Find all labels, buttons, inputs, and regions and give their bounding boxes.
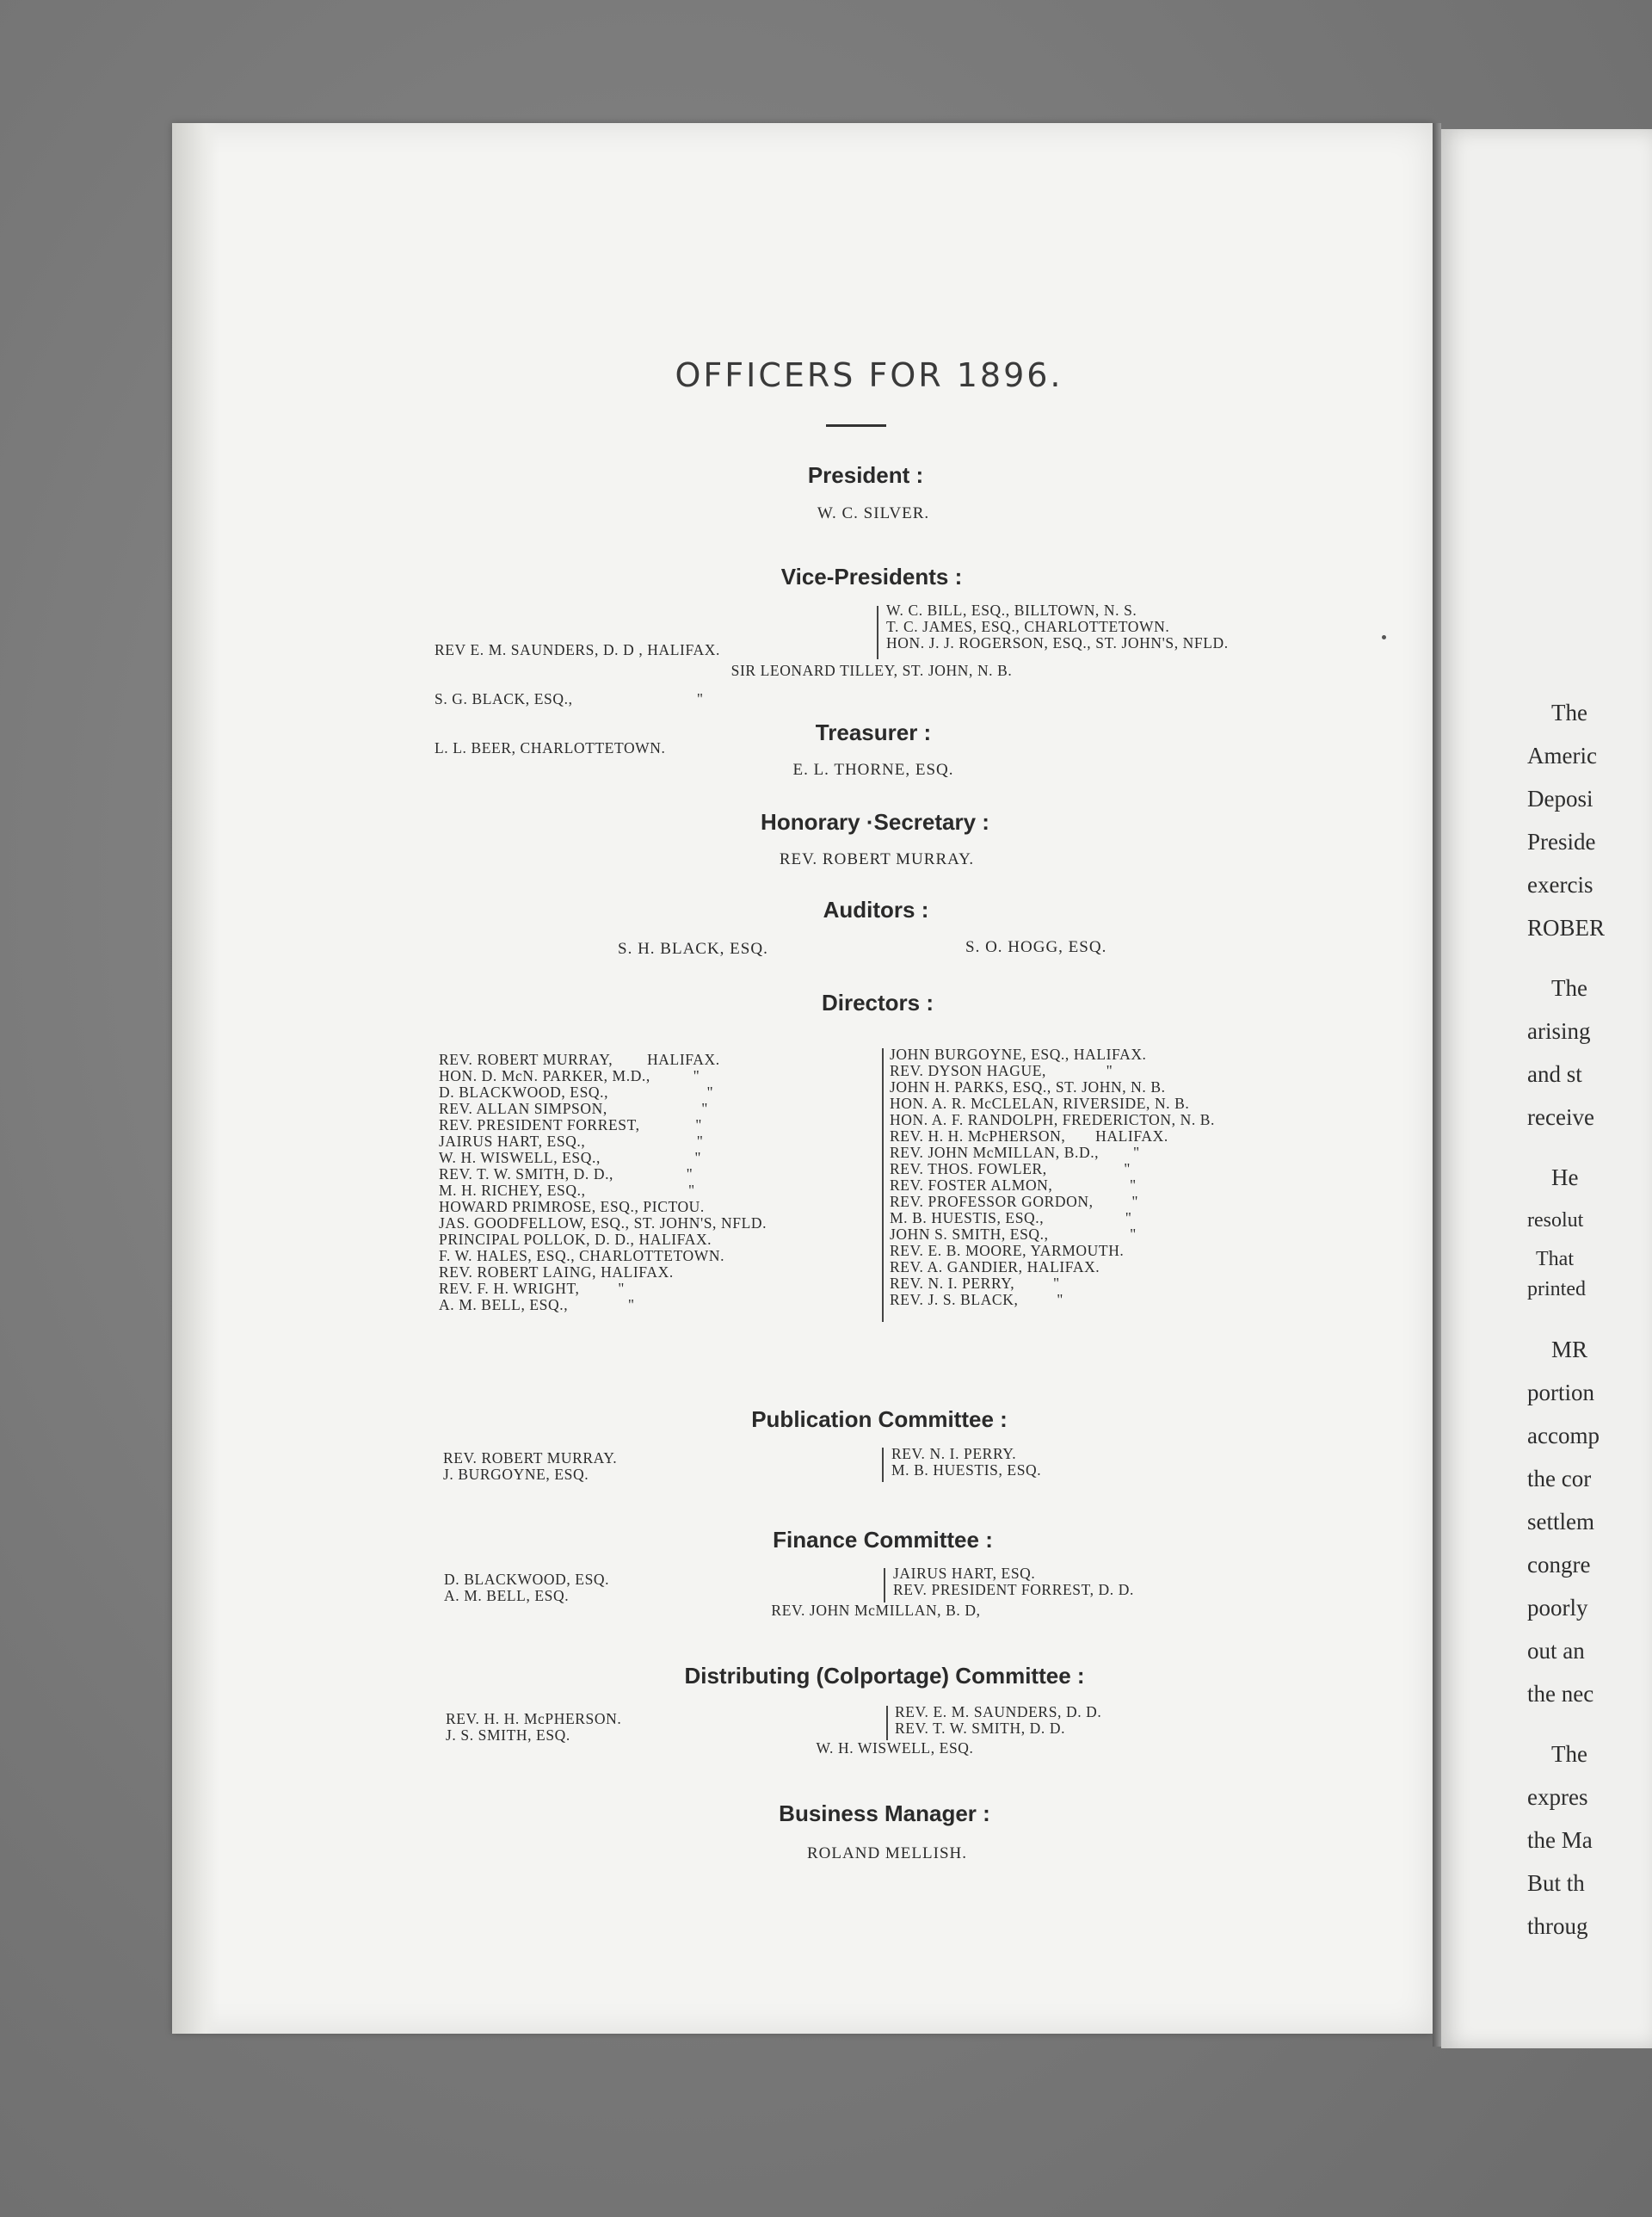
director-entry: M. H. RICHEY, ESQ., " — [439, 1182, 695, 1199]
publication-committee-heading: Publication Committee : — [751, 1406, 1008, 1432]
secretary-name: REV. ROBERT MURRAY. — [779, 850, 975, 868]
vice-president-entry: T. C. JAMES, ESQ., CHARLOTTETOWN. — [886, 618, 1170, 635]
column-divider — [886, 1706, 888, 1740]
auditor-left: S. H. BLACK, ESQ. — [618, 940, 768, 958]
director-entry: REV. PROFESSOR GORDON, " — [890, 1193, 1139, 1210]
facing-page-fragment: MR — [1551, 1337, 1588, 1362]
committee-member: REV. PRESIDENT FORREST, D. D. — [893, 1581, 1134, 1598]
director-entry: REV. ROBERT MURRAY, HALIFAX. — [439, 1051, 720, 1068]
treasurer-name: E. L. THORNE, ESQ. — [792, 761, 954, 779]
auditor-right: S. O. HOGG, ESQ. — [965, 938, 1107, 956]
facing-page-fragment: the cor — [1527, 1466, 1592, 1491]
committee-member: REV. E. M. SAUNDERS, D. D. — [895, 1703, 1102, 1720]
director-entry: HON. D. McN. PARKER, M.D., " — [439, 1067, 700, 1084]
committee-member: JAIRUS HART, ESQ. — [893, 1565, 1036, 1582]
facing-page-fragment: Americ — [1527, 743, 1597, 769]
vice-president-entry: S. G. BLACK, ESQ., " — [435, 690, 704, 707]
committee-member: M. B. HUESTIS, ESQ. — [891, 1461, 1042, 1479]
finance-committee-heading: Finance Committee : — [773, 1527, 993, 1553]
directors-right-column — [890, 1047, 1215, 1308]
facing-page-fragment: printed — [1527, 1278, 1586, 1300]
column-divider — [884, 1568, 885, 1603]
director-entry: M. B. HUESTIS, ESQ., " — [890, 1209, 1132, 1226]
facing-page-fragment: the Ma — [1527, 1827, 1593, 1853]
facing-page-fragment: accomp — [1527, 1423, 1600, 1448]
facing-page-fragment: But th — [1527, 1870, 1585, 1896]
committee-member: J. BURGOYNE, ESQ. — [443, 1466, 589, 1483]
director-entry: REV. PRESIDENT FORREST, " — [439, 1116, 702, 1133]
director-entry: JAS. GOODFELLOW, ESQ., ST. JOHN'S, NFLD. — [439, 1214, 767, 1232]
facing-page-fragment: poorly — [1527, 1595, 1588, 1621]
director-entry: JOHN BURGOYNE, ESQ., HALIFAX. — [890, 1046, 1147, 1063]
vice-president-entry: REV E. M. SAUNDERS, D. D , HALIFAX. — [435, 641, 720, 658]
secretary-heading: Honorary ·Secretary : — [761, 809, 989, 835]
director-entry: F. W. HALES, ESQ., CHARLOTTETOWN. — [439, 1247, 725, 1264]
facing-page-fragment: arising — [1527, 1018, 1591, 1044]
director-entry: JOHN H. PARKS, ESQ., ST. JOHN, N. B. — [890, 1078, 1166, 1096]
facing-page-fragment: Deposi — [1527, 786, 1593, 812]
page-edge-shadow — [172, 123, 219, 2034]
vice-president-centered-entry: SIR LEONARD TILLEY, ST. JOHN, N. B. — [730, 662, 1013, 679]
director-entry: JOHN S. SMITH, ESQ., " — [890, 1226, 1137, 1243]
facing-page-fragment: ROBER — [1527, 915, 1606, 941]
director-entry: REV. J. S. BLACK, " — [890, 1291, 1063, 1308]
committee-member: REV. T. W. SMITH, D. D. — [895, 1720, 1066, 1737]
director-entry: HON. A. R. McCLELAN, RIVERSIDE, N. B. — [890, 1095, 1190, 1112]
vice-presidents-heading: Vice-Presidents : — [780, 564, 963, 590]
left-page — [172, 123, 1433, 2034]
distributing-committee-heading: Distributing (Colportage) Committee : — [684, 1663, 1085, 1689]
director-entry: REV. F. H. WRIGHT, " — [439, 1280, 626, 1297]
vice-presidents-left-column — [435, 609, 720, 773]
director-entry: REV. JOHN McMILLAN, B.D., " — [890, 1144, 1140, 1161]
director-entry: D. BLACKWOOD, ESQ., " — [439, 1084, 714, 1101]
committee-member: REV. N. I. PERRY. — [891, 1445, 1017, 1462]
finance-left-column — [444, 1572, 609, 1604]
facing-page-fragment: receive — [1527, 1104, 1594, 1130]
director-entry: REV. E. B. MOORE, YARMOUTH. — [890, 1242, 1125, 1259]
distributing-right-column — [895, 1704, 1101, 1737]
vice-presidents-right-column — [886, 602, 1229, 652]
committee-member: J. S. SMITH, ESQ. — [446, 1726, 570, 1744]
facing-page-fragment: resolut — [1527, 1209, 1584, 1232]
director-entry: REV. FOSTER ALMON, " — [890, 1176, 1137, 1194]
vice-president-entry: L. L. BEER, CHARLOTTETOWN. — [435, 739, 666, 756]
facing-page-fragment: The — [1551, 975, 1587, 1001]
directors-left-column — [439, 1052, 767, 1313]
facing-page-fragment: Preside — [1527, 829, 1596, 855]
committee-member: A. M. BELL, ESQ. — [444, 1587, 570, 1604]
director-entry: REV. ROBERT LAING, HALIFAX. — [439, 1263, 674, 1281]
director-entry: A. M. BELL, ESQ., " — [439, 1296, 635, 1313]
director-entry: REV. THOS. FOWLER, " — [890, 1160, 1131, 1177]
page-title: OFFICERS FOR 1896. — [675, 356, 1063, 394]
finance-centered-member: REV. JOHN McMILLAN, B. D, — [771, 1602, 981, 1619]
publication-right-column — [891, 1446, 1041, 1479]
director-entry: PRINCIPAL POLLOK, D. D., HALIFAX. — [439, 1231, 712, 1248]
committee-member: REV. ROBERT MURRAY. — [443, 1449, 618, 1467]
facing-page-fragment: He — [1551, 1164, 1579, 1190]
president-name: W. C. SILVER. — [817, 504, 930, 522]
facing-page — [1441, 129, 1652, 2048]
facing-page-fragment: expres — [1527, 1784, 1588, 1810]
facing-page-fragment: throug — [1527, 1913, 1588, 1939]
finance-right-column — [893, 1565, 1134, 1598]
committee-member: REV. H. H. McPHERSON. — [446, 1710, 622, 1727]
book-gutter — [1433, 123, 1441, 2047]
column-divider — [877, 606, 878, 659]
facing-page-fragment: settlem — [1527, 1509, 1594, 1535]
column-divider — [882, 1048, 884, 1322]
auditors-heading: Auditors : — [823, 897, 929, 923]
director-entry: REV. ALLAN SIMPSON, " — [439, 1100, 709, 1117]
title-rule — [826, 424, 886, 427]
director-entry: REV. DYSON HAGUE, " — [890, 1062, 1113, 1079]
column-divider — [882, 1448, 884, 1482]
facing-page-fragment: out an — [1527, 1638, 1585, 1664]
director-entry: W. H. WISWELL, ESQ., " — [439, 1149, 702, 1166]
director-entry: JAIRUS HART, ESQ., " — [439, 1133, 704, 1150]
facing-page-fragment: portion — [1527, 1380, 1594, 1405]
facing-page-fragment: The — [1551, 700, 1587, 726]
director-entry: HON. A. F. RANDOLPH, FREDERICTON, N. B. — [890, 1111, 1216, 1128]
treasurer-heading: Treasurer : — [815, 719, 932, 745]
director-entry: REV. T. W. SMITH, D. D., " — [439, 1165, 693, 1183]
ink-speck — [1382, 635, 1386, 639]
director-entry: HOWARD PRIMROSE, ESQ., PICTOU. — [439, 1198, 705, 1215]
vice-president-entry: HON. J. J. ROGERSON, ESQ., ST. JOHN'S, NFLD. — [886, 634, 1229, 652]
facing-page-fragment: exercis — [1527, 872, 1593, 898]
distributing-centered-member: W. H. WISWELL, ESQ. — [816, 1739, 974, 1757]
distributing-left-column — [446, 1711, 621, 1744]
publication-left-column — [443, 1450, 617, 1483]
president-heading: President : — [807, 462, 924, 488]
facing-page-fragment: and st — [1527, 1061, 1582, 1087]
business-manager-heading: Business Manager : — [779, 1800, 990, 1826]
facing-page-text — [1527, 129, 1652, 2048]
facing-page-fragment: That — [1536, 1248, 1574, 1270]
vice-president-entry: W. C. BILL, ESQ., BILLTOWN, N. S. — [886, 602, 1137, 619]
director-entry: REV. N. I. PERRY, " — [890, 1275, 1060, 1292]
business-manager-name: ROLAND MELLISH. — [807, 1844, 967, 1862]
committee-member: D. BLACKWOOD, ESQ. — [444, 1571, 610, 1588]
facing-page-fragment: the nec — [1527, 1681, 1594, 1707]
director-entry: REV. H. H. McPHERSON, HALIFAX. — [890, 1127, 1168, 1145]
directors-heading: Directors : — [821, 990, 934, 1016]
facing-page-fragment: congre — [1527, 1552, 1591, 1578]
facing-page-fragment: The — [1551, 1741, 1587, 1767]
director-entry: REV. A. GANDIER, HALIFAX. — [890, 1258, 1100, 1275]
